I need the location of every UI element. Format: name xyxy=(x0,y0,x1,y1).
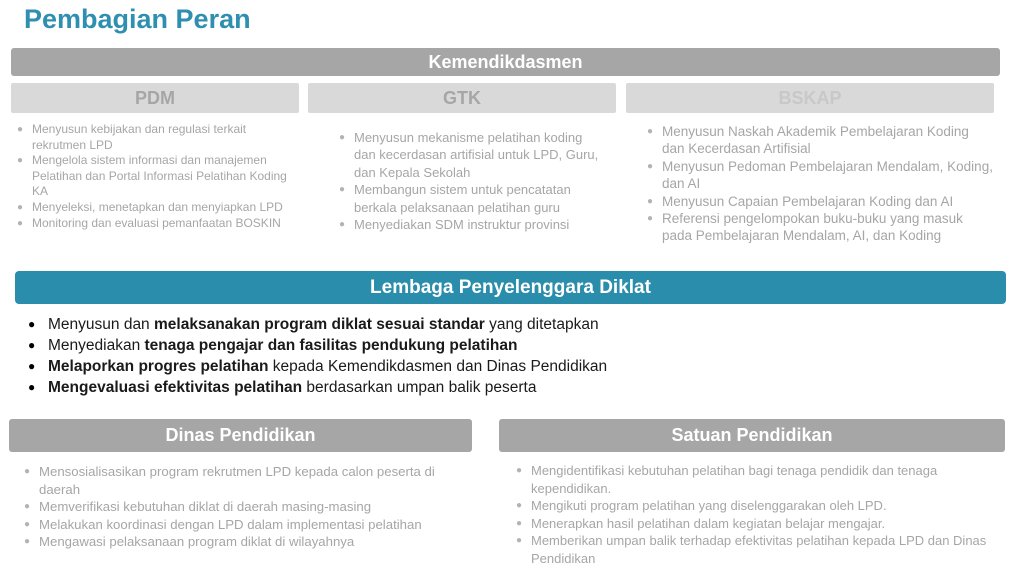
list-item: ● Mengelola sistem informasi dan manajemen Pelatihan dan Portal Informasi Pelatihan Koding KA xyxy=(14,153,298,200)
dinas-list xyxy=(21,463,471,551)
list-item: ● Menyusun Capaian Pembelajaran Koding dan AI xyxy=(644,193,994,210)
list-item: ● Mensosialisasikan program rekrutmen LPD kepada calon peserta di daerah xyxy=(21,463,471,498)
kemendikdasmen-header: Kemendikdasmen xyxy=(11,48,1000,76)
list-item: ● Menyediakan tenaga pengajar dan fasilitas pendukung pelatihan xyxy=(28,335,728,356)
list-item: ● Memverifikasi kebutuhan diklat di daerah masing-masing xyxy=(21,498,471,516)
pdm-list xyxy=(14,122,298,231)
satuan-list xyxy=(513,462,1003,567)
lpd-list xyxy=(28,314,728,398)
list-item: ● Referensi pengelompokan buku-buku yang masuk pada Pembelajaran Mendalam, AI, dan Koding xyxy=(644,210,994,245)
bskap-list xyxy=(644,123,994,245)
list-item: ● Mengikuti program pelatihan yang diselenggarakan oleh LPD. xyxy=(513,497,1003,515)
page-title: Pembagian Peran xyxy=(24,4,251,34)
bskap-header: BSKAP xyxy=(626,83,994,113)
list-item: ● Melakukan koordinasi dengan LPD dalam implementasi pelatihan xyxy=(21,516,471,534)
gtk-header: GTK xyxy=(308,83,616,113)
list-item: ● Melaporkan progres pelatihan kepada Kemendikdasmen dan Dinas Pendidikan xyxy=(28,356,728,377)
gtk-list xyxy=(336,129,606,233)
list-item: ● Menyusun mekanisme pelatihan koding dan kecerdasan artifisial untuk LPD, Guru, dan Kepala Sekolah xyxy=(336,129,606,181)
list-item: ● Membangun sistem untuk pencatatan berkala pelaksanaan pelatihan guru xyxy=(336,181,606,216)
dinas-header: Dinas Pendidikan xyxy=(9,419,472,452)
lpd-header: Lembaga Penyelenggara Diklat xyxy=(15,271,1006,304)
list-item: ● Memberikan umpan balik terhadap efektivitas pelatihan kepada LPD dan Dinas Pendidikan xyxy=(513,532,1003,567)
list-item: ● Mengidentifikasi kebutuhan pelatihan bagi tenaga pendidik dan tenaga kependidikan. xyxy=(513,462,1003,497)
list-item: ● Mengevaluasi efektivitas pelatihan berdasarkan umpan balik peserta xyxy=(28,377,728,398)
list-item: ● Menyusun dan melaksanakan program diklat sesuai standar yang ditetapkan xyxy=(28,314,728,335)
pdm-header: PDM xyxy=(11,83,299,113)
list-item: ● Menyeleksi, menetapkan dan menyiapkan LPD xyxy=(14,200,298,216)
list-item: ● Menyediakan SDM instruktur provinsi xyxy=(336,216,606,233)
list-item: ● Menyusun kebijakan dan regulasi terkait rekrutmen LPD xyxy=(14,122,298,153)
list-item: ● Menyusun Naskah Akademik Pembelajaran Koding dan Kecerdasan Artifisial xyxy=(644,123,994,158)
list-item: ● Monitoring dan evaluasi pemanfaatan BOSKIN xyxy=(14,216,298,232)
list-item: ● Menerapkan hasil pelatihan dalam kegiatan belajar mengajar. xyxy=(513,515,1003,533)
list-item: ● Mengawasi pelaksanaan program diklat di wilayahnya xyxy=(21,533,471,551)
list-item: ● Menyusun Pedoman Pembelajaran Mendalam, Koding, dan AI xyxy=(644,158,994,193)
satuan-header: Satuan Pendidikan xyxy=(499,419,1005,452)
